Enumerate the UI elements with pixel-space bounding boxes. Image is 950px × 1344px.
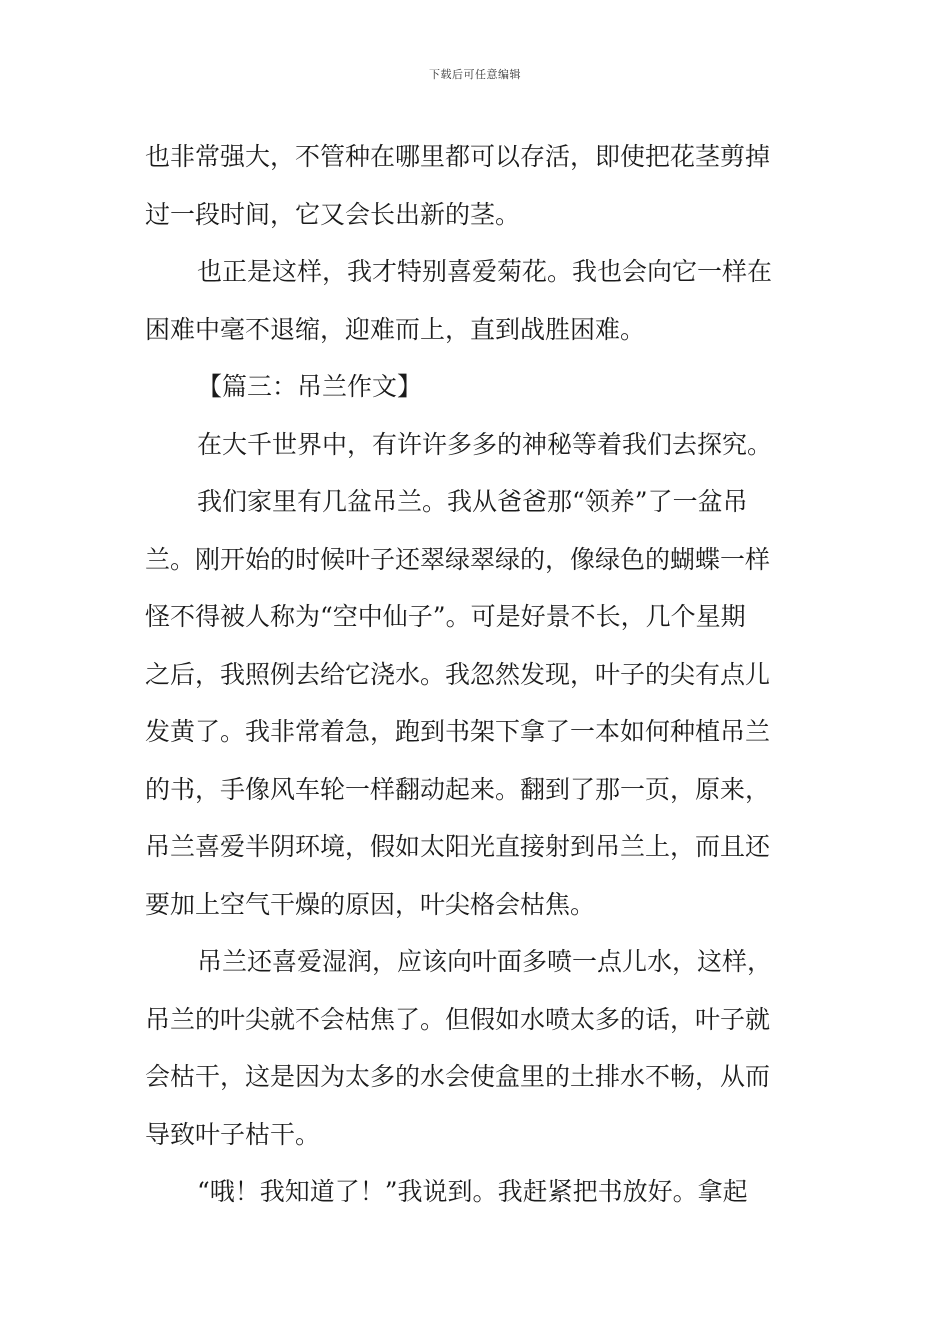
text-line: “哦！我知道了！”我说到。我赶紧把书放好。拿起 <box>197 1177 748 1206</box>
text-line: 吊兰喜爱半阴环境，假如太阳光直接射到吊兰上，而且还 <box>145 832 771 861</box>
text-line: 吊兰的叶尖就不会枯焦了。但假如水喷太多的话，叶子就 <box>145 1004 771 1034</box>
text-line: 发黄了。我非常着急，跑到书架下拿了一本如何种植吊兰 <box>145 717 771 746</box>
text-line: 导致叶子枯干。 <box>145 1119 321 1149</box>
page-header: 下载后可任意编辑 <box>429 68 521 81</box>
text-line: 要加上空气干燥的原因，叶尖格会枯焦。 <box>145 889 596 919</box>
text-line: 过一段时间，它又会长出新的茎。 <box>145 199 521 229</box>
section-heading: 【篇三：吊兰作文】 <box>197 372 423 401</box>
text-line: 困难中毫不退缩，迎难而上，直到战胜困难。 <box>145 314 646 344</box>
text-line: 兰。刚开始的时候叶子还翠绿翠绿的，像绿色的蝴蝶一样 <box>145 544 771 574</box>
text-line: 我们家里有几盆吊兰。我从爸爸那“领养”了一盆吊 <box>197 487 748 516</box>
text-line: 会枯干，这是因为太多的水会使盒里的土排水不畅，从而 <box>145 1062 771 1091</box>
text-line: 在大千世界中，有许许多多的神秘等着我们去探究。 <box>197 429 773 459</box>
text-line: 也正是这样，我才特别喜爱菊花。我也会向它一样在 <box>197 257 773 286</box>
text-line: 之后，我照例去给它浇水。我忽然发现，叶子的尖有点儿 <box>145 659 771 689</box>
text-line: 也非常强大，不管种在哪里都可以存活，即使把花茎剪掉 <box>145 142 771 171</box>
document-body <box>145 128 807 1221</box>
text-line: 吊兰还喜爱湿润，应该向叶面多喷一点儿水，这样， <box>197 947 773 976</box>
text-line: 的书，手像风车轮一样翻动起来。翻到了那一页，原来， <box>145 774 771 804</box>
text-line: 怪不得被人称为“空中仙子”。可是好景不长，几个星期 <box>145 602 746 631</box>
